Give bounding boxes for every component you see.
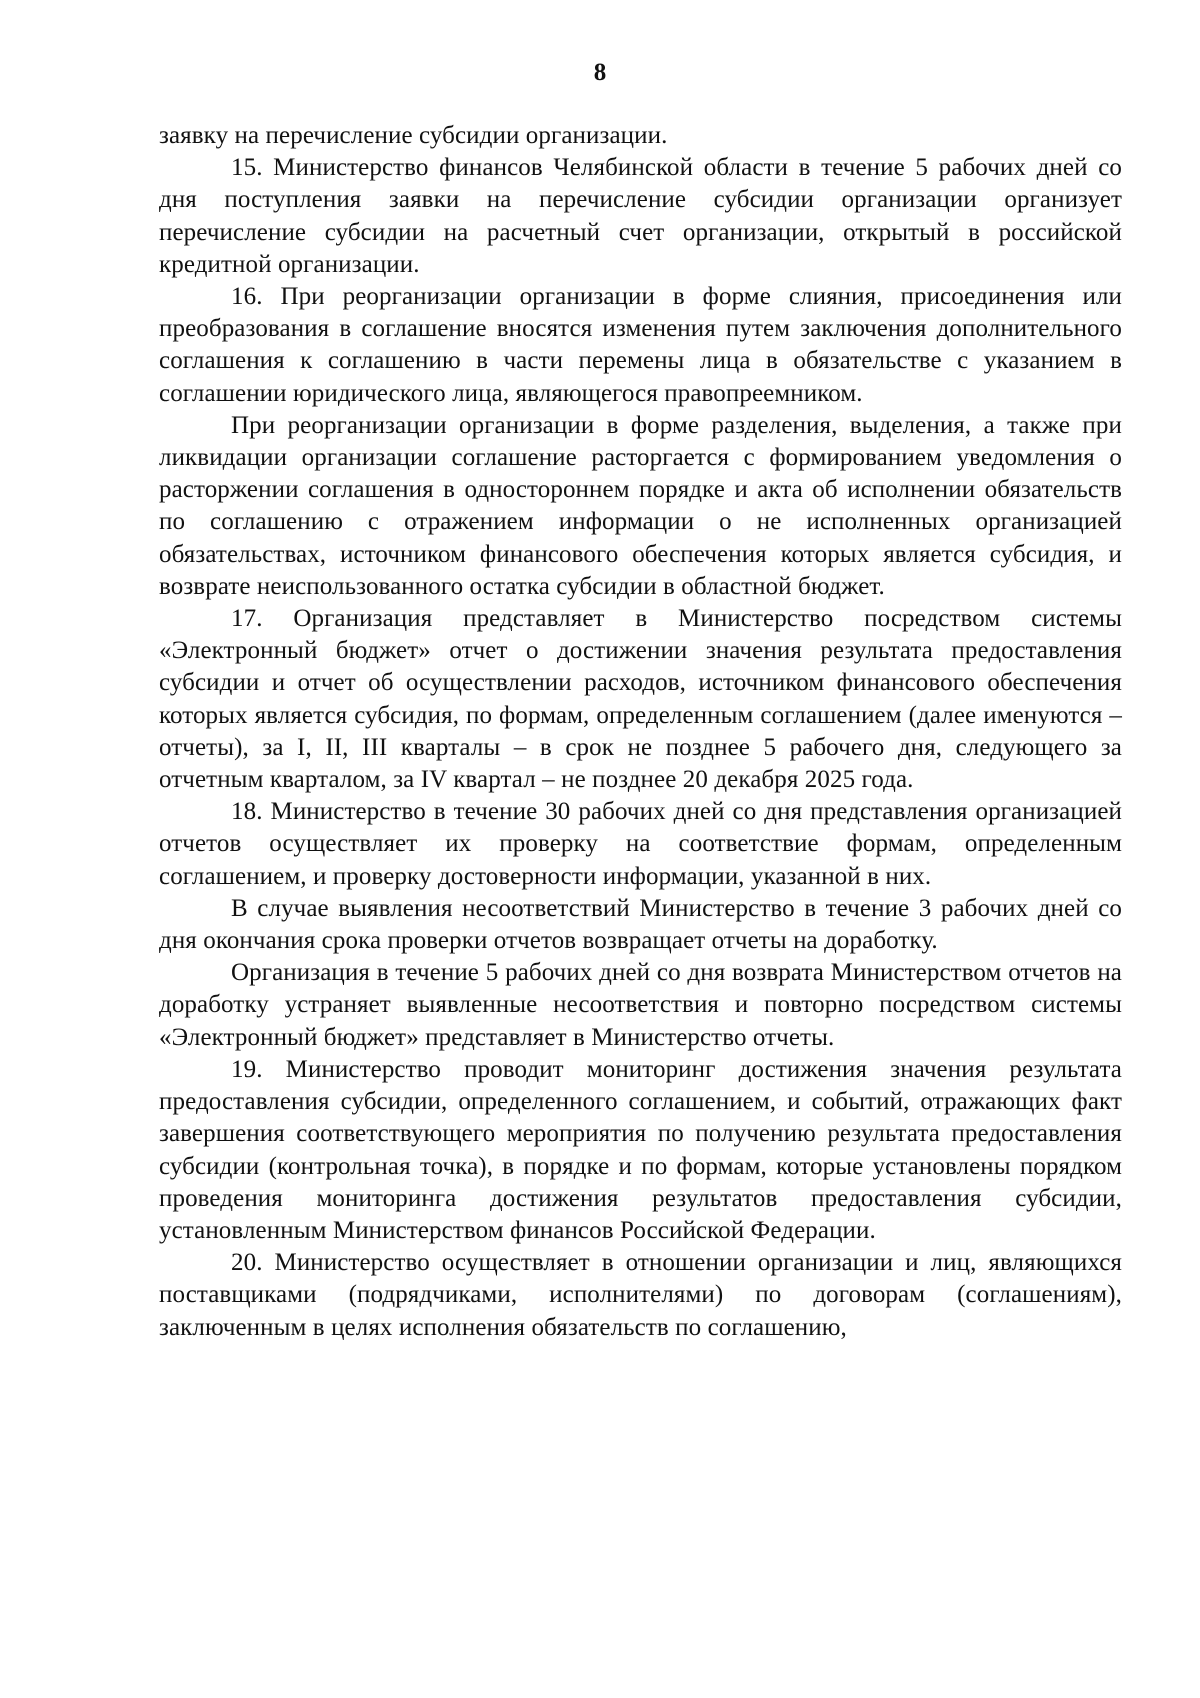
document-body [159, 120, 1122, 1344]
paragraph-15: 15. Министерство финансов Челябинской области в течение 5 рабочих дней со дня поступления заявки на перечисление субсидии организации организует перечисление субсидии на расчетный счет организации, открытый в российской кредитной организации. [159, 154, 1122, 278]
paragraph-20: 20. Министерство осуществляет в отношении организации и лиц, являющихся поставщиками (подрядчиками, исполнителями) по договорам (соглашениям), заключенным в целях исполнения обязательств по соглашению, [159, 1249, 1122, 1341]
paragraph-16-reorganization: При реорганизации организации в форме разделения, выделения, а также при ликвидации организации соглашение расторгается с формированием уведомления о расторжении соглашения в одностороннем порядке и акта об исполнении обязательств по соглашению с отражением информации о не исполненных организацией обязательствах, источником финансового обеспечения которых является субсидия, и возврате неиспользованного остатка субсидии в областной бюджет. [159, 411, 1122, 600]
paragraph-16: 16. При реорганизации организации в форме слияния, присоединения или преобразования в соглашение вносятся изменения путем заключения дополнительного соглашения к соглашению в части перемены лица в обязательстве с указанием в соглашении юридического лица, являющегося правопреемником. [159, 283, 1122, 407]
paragraph-19: 19. Министерство проводит мониторинг достижения значения результата предоставления субсидии, определенного соглашением, и событий, отражающих факт завершения соответствующего мероприятия по получению результата предоставления субсидии (контрольная точка), в порядке и по формам, которые установлены порядком проведения мониторинга достижения результатов предоставления субсидии, установленным Министерством финансов Российской Федерации. [159, 1055, 1122, 1244]
paragraph-18-resubmission: Организация в течение 5 рабочих дней со дня возврата Министерством отчетов на доработку устраняет выявленные несоответствия и повторно посредством системы «Электронный бюджет» представляет в Министерство отчеты. [159, 959, 1122, 1051]
page-number: 8 [593, 59, 607, 86]
paragraph-continuation: заявку на перечисление субсидии организации. [159, 122, 668, 149]
paragraph-17: 17. Организация представляет в Министерство посредством системы «Электронный бюджет» отчет о достижении значения результата предоставления субсидии и отчет об осуществлении расходов, источником финансового обеспечения которых является субсидия, по формам, определенным соглашением (далее именуются – отчеты), за I, II, III кварталы – в срок не позднее 5 рабочего дня, следующего за отчетным кварталом, за IV квартал – не позднее 20 декабря 2025 года. [159, 605, 1122, 794]
paragraph-18-discrepancies: В случае выявления несоответствий Министерство в течение 3 рабочих дней со дня окончания срока проверки отчетов возвращает отчеты на доработку. [159, 894, 1122, 955]
paragraph-18: 18. Министерство в течение 30 рабочих дней со дня представления организацией отчетов осуществляет их проверку на соответствие формам, определенным соглашением, и проверку достоверности информации, указанной в них. [159, 798, 1122, 890]
